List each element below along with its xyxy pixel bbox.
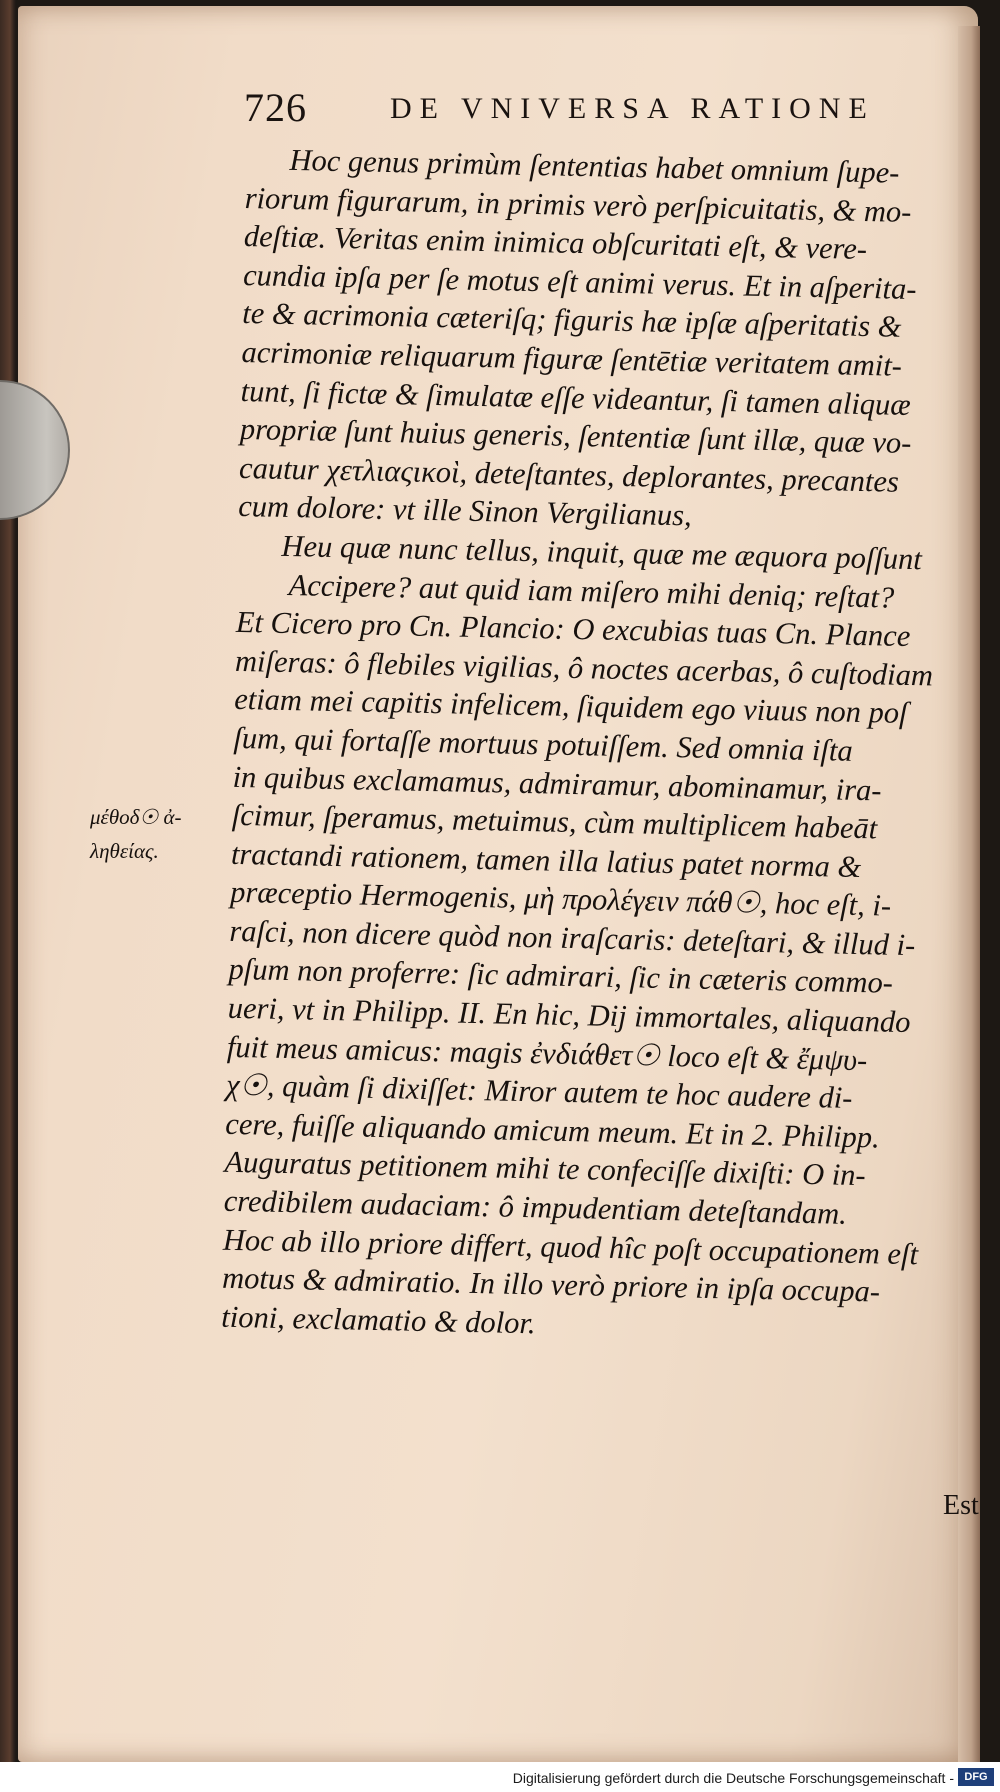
text-line: propriæ ſunt huius generis, ſententiæ ſunt illæ, quæ vo- bbox=[239, 412, 912, 461]
body-text bbox=[221, 140, 976, 1351]
text-line: miſeras: ô flebiles vigilias, ô noctes acerbas, ô cuſtodiam bbox=[234, 643, 934, 693]
text-line: tunt, ſi fictæ & ſimulatæ eſſe videantur, ſi tamen aliquæ bbox=[240, 373, 912, 422]
text-line: χ☉, quàm ſi dixiſſet: Miror autem te hoc audere di- bbox=[225, 1068, 853, 1116]
digitization-credit: Digitalisierung gefördert durch die Deutsche Forschungsgemeinschaft - bbox=[512, 1770, 954, 1786]
text-line: credibilem audaciam: ô impudentiam deteſtandam. bbox=[223, 1183, 848, 1231]
text-line: ueri, vt in Philipp. II. En hic, Dij immortales, aliquando bbox=[227, 990, 911, 1040]
text-line: Hoc genus primùm ſententias habet omnium ſupe- bbox=[289, 142, 900, 190]
text-line: fuit meus amicus: magis ἐνδιάθετ☉ loco eſt & ἔμψυ- bbox=[226, 1029, 868, 1077]
text-line: ſcimur, ſperamus, metuimus, cùm multiplicem habeāt bbox=[231, 797, 878, 846]
running-head: DE VNIVERSA RATIONE bbox=[390, 92, 875, 125]
page-header bbox=[244, 84, 884, 134]
verse-line: Accipere? aut quid iam miſero mihi deniq; reſtat? bbox=[288, 567, 895, 615]
text-line: cum dolore: vt ille Sinon Vergilianus, bbox=[237, 489, 693, 533]
catchword: Est bbox=[943, 1490, 979, 1521]
text-line: raſci, non dicere quòd non iraſcaris: deteſtari, & illud i- bbox=[229, 913, 916, 963]
text-line: tioni, exclamatio & dolor. bbox=[220, 1299, 536, 1341]
text-line: acrimoniæ reliquarum figuræ ſentētiæ veritatem amit- bbox=[241, 334, 903, 383]
text-line: præceptio Hermogenis, μὴ προλέγειν πάθ☉, hoc eſt, i- bbox=[229, 875, 892, 923]
text-line: te & acrimonia cæteriſq; figuris hæ ipſæ aſperitatis & bbox=[242, 296, 902, 345]
text-line: riorum figurarum, in primis verò perſpicuitatis, & mo- bbox=[244, 180, 912, 229]
margin-note bbox=[90, 800, 210, 868]
text-line: Hoc ab illo priore differt, quod hîc poſt occupationem eſt bbox=[222, 1222, 919, 1271]
text-line: cere, fuiſſe aliquando amicum meum. Et in 2. Philipp. bbox=[225, 1106, 881, 1155]
text-line: tractandi rationem, tamen illa latius patet norma & bbox=[230, 836, 862, 884]
text-line: pſum non proferre: ſic admirari, ſic in cæteris commo- bbox=[228, 952, 894, 1001]
verse-line: Heu quæ nunc tellus, inquit, quæ me æquora poſſunt bbox=[281, 528, 923, 577]
text-line: cundia ipſa per ſe motus eſt animi verus. Et in aſperita- bbox=[242, 257, 917, 306]
text-line: Et Cicero pro Cn. Plancio: O excubias tuas Cn. Plance bbox=[235, 605, 911, 654]
text-line: ſum, qui fortaſſe mortuus potuiſſem. Sed omnia iſta bbox=[233, 720, 854, 768]
text-line: in quibus exclamamus, admiramur, abominamur, ira- bbox=[232, 759, 882, 807]
text-line: cautur χετλιαςικοὶ, deteſtantes, deplorantes, precantes bbox=[238, 450, 900, 499]
text-line: Auguratus petitionem mihi te confeciſſe dixiſti: O in- bbox=[224, 1145, 867, 1193]
text-line: deſtiæ. Veritas enim inimica obſcuritati eſt, & vere- bbox=[243, 219, 868, 267]
page-number: 726 bbox=[244, 85, 307, 130]
margin-note-line: ληθείας. bbox=[90, 839, 159, 863]
text-line: etiam mei capitis infelicem, ſiquidem ego viuus non poſ bbox=[233, 682, 908, 731]
dfg-logo: DFG bbox=[958, 1768, 994, 1786]
text-line: motus & admiratio. In illo verò priore in ipſa occupa- bbox=[221, 1260, 881, 1309]
margin-note-line: μέθοδ☉ ἀ- bbox=[90, 805, 182, 829]
